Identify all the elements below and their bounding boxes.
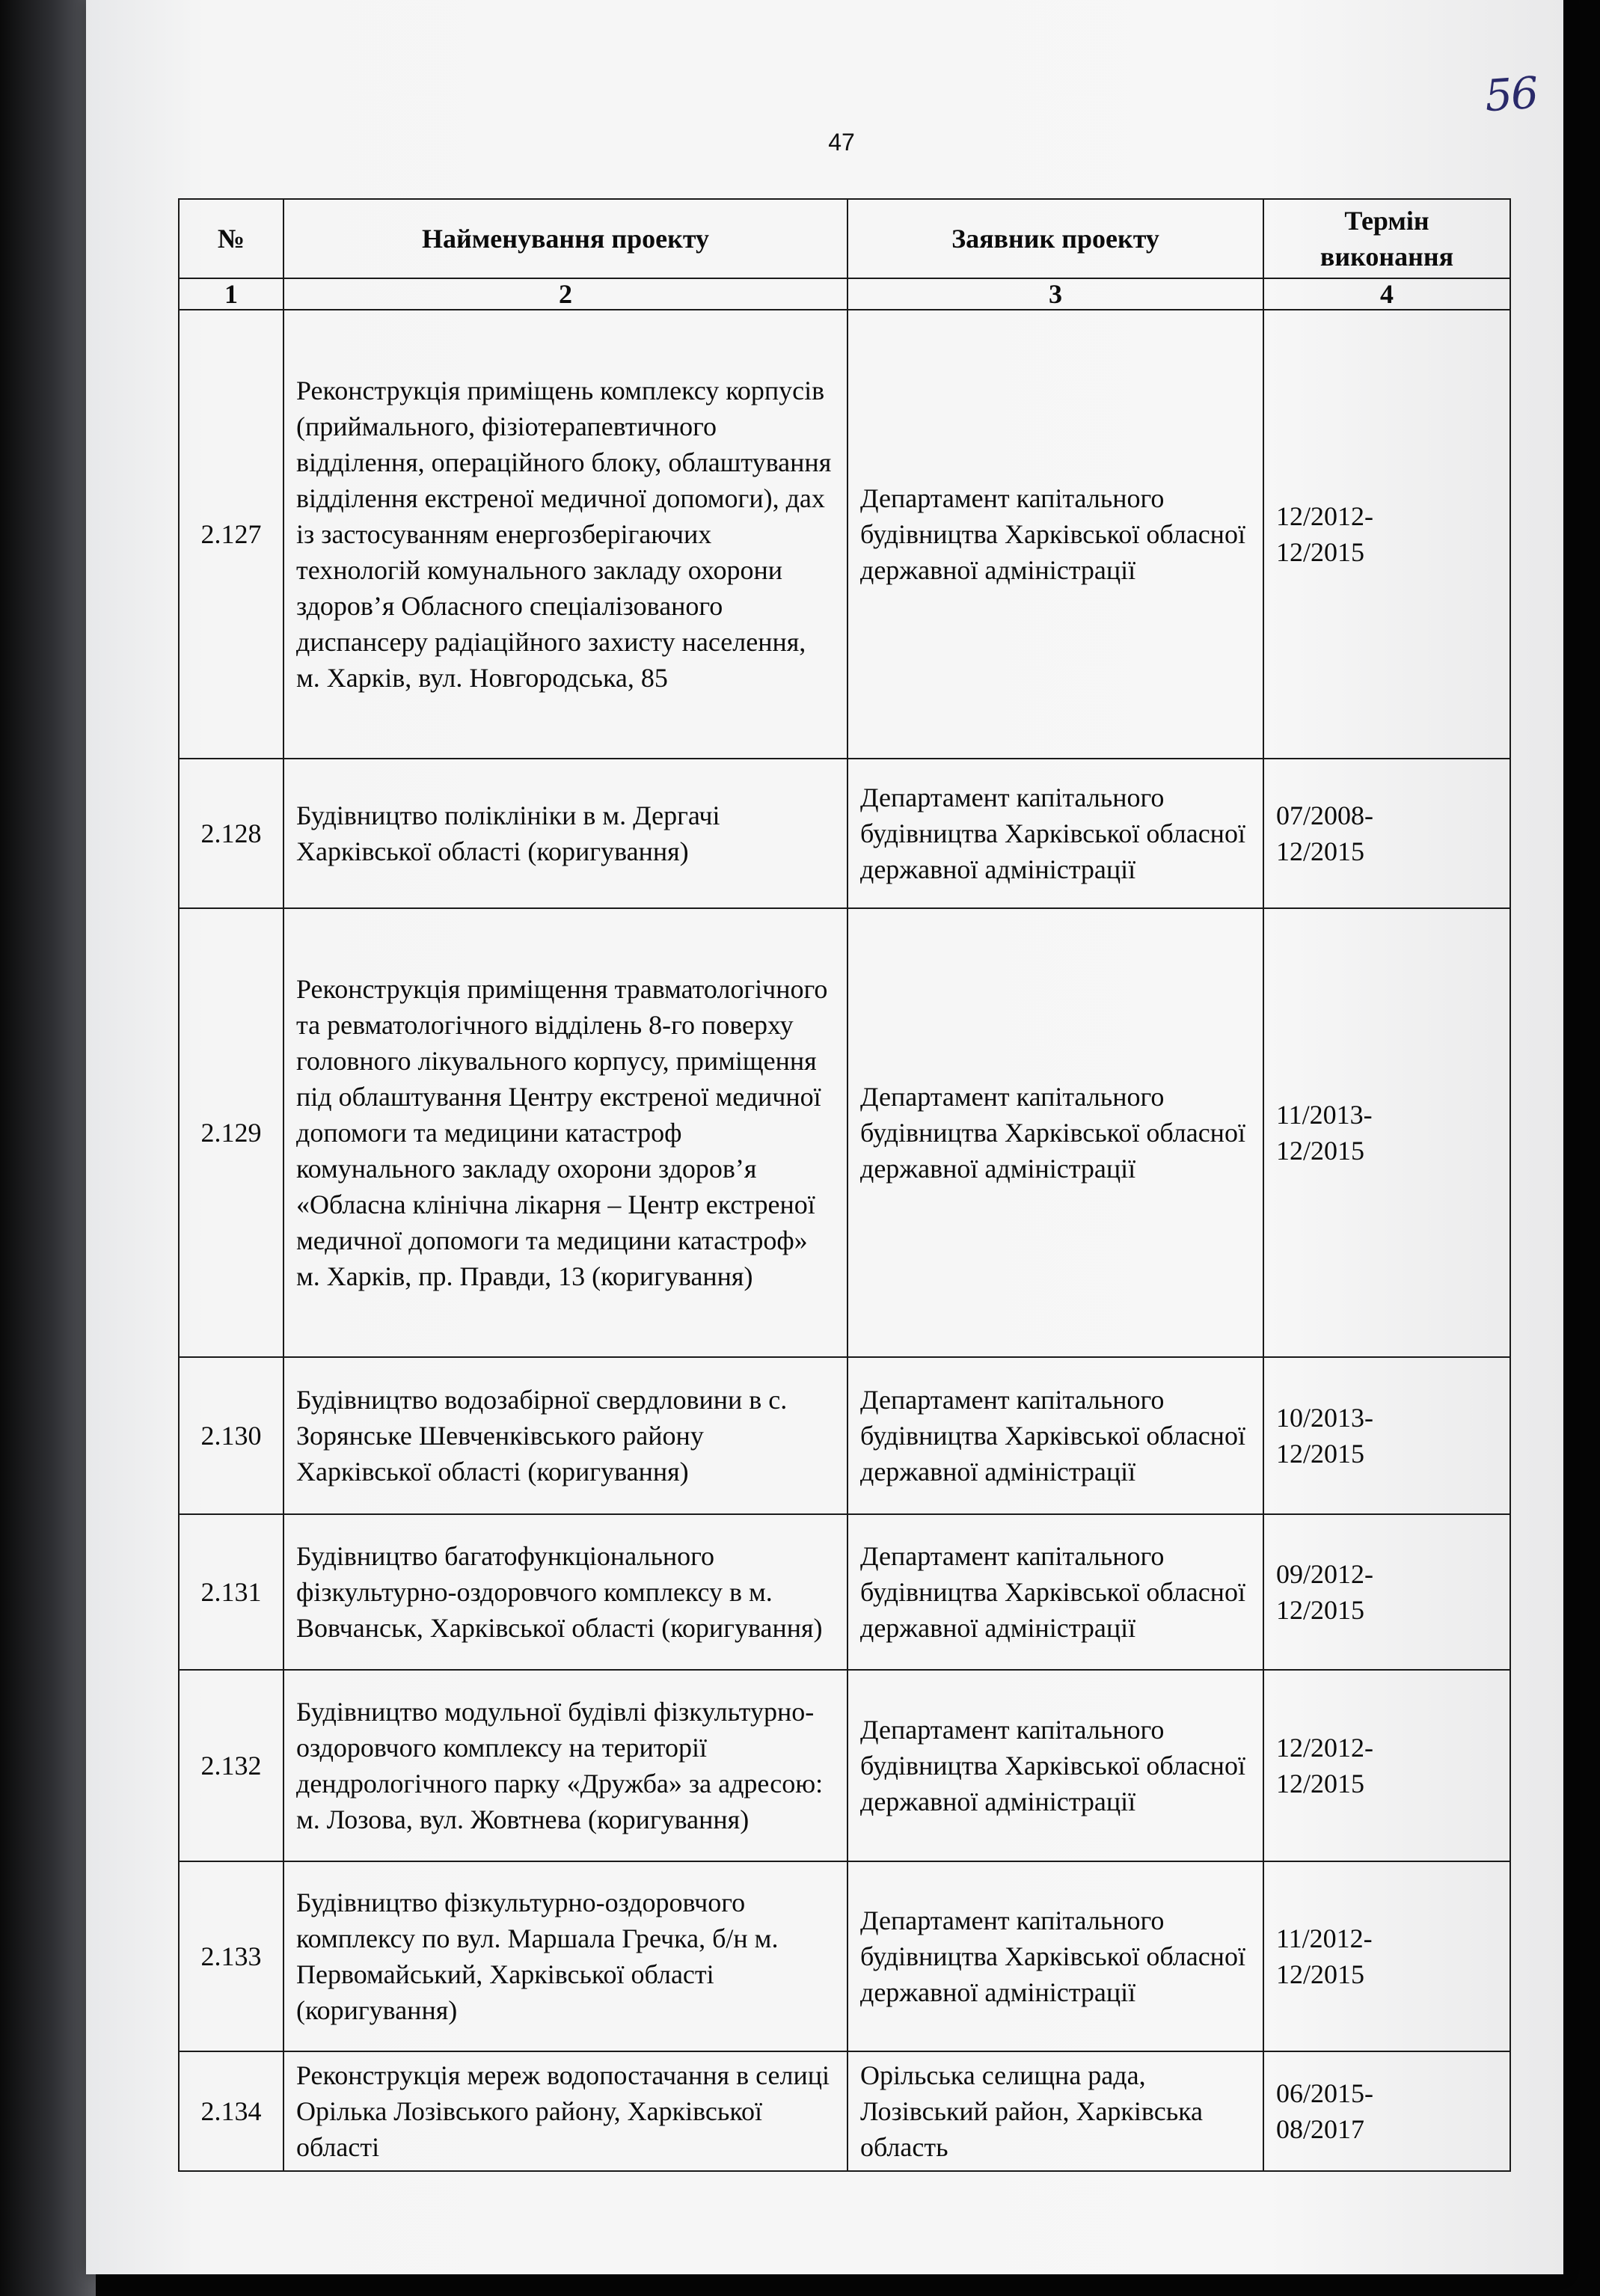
table-row — [179, 2051, 1510, 2171]
project-term — [1263, 759, 1510, 908]
table-row — [179, 1514, 1510, 1670]
project-name: Реконструкція приміщень комплексу корпусів (приймального, фізіотерапевтичного відділення, операційного блоку, облаштування відділення екстреної медичної допомоги), дах із застосуванням енергозберігаючих технологій комунального закладу охорони здоров’я Обласного спеціалізованого диспансеру радіаційного захисту населення, м. Харків, вул. Новгородська, 85 — [283, 310, 847, 759]
project-applicant: Департамент капітального будівництва Харківської обласної державної адміністрації — [847, 1357, 1263, 1514]
page-number: 47 — [828, 129, 855, 156]
column-index: 3 — [847, 278, 1263, 310]
row-number: 2.128 — [179, 759, 283, 908]
table-row — [179, 908, 1510, 1357]
book-binding-edge — [0, 0, 96, 2296]
project-name: Будівництво фізкультурно-оздоровчого комплексу по вул. Маршала Гречка, б/н м. Первомайський, Харківської області (коригування) — [283, 1861, 847, 2051]
table-row — [179, 1670, 1510, 1861]
project-term — [1263, 2051, 1510, 2171]
project-term — [1263, 1861, 1510, 2051]
project-applicant: Департамент капітального будівництва Харківської обласної державної адміністрації — [847, 908, 1263, 1357]
project-term — [1263, 908, 1510, 1357]
handwritten-archive-number: 56 — [1483, 67, 1539, 122]
project-name: Будівництво водозабірної свердловини в с. Зорянське Шевченківського району Харківської області (коригування) — [283, 1357, 847, 1514]
column-index: 2 — [283, 278, 847, 310]
term-text: 06/2015- 08/2017 — [1276, 2078, 1373, 2144]
project-applicant: Орільська селищна рада, Лозівський район, Харківська область — [847, 2051, 1263, 2171]
term-text: 11/2012- 12/2015 — [1276, 1923, 1373, 1989]
row-number: 2.129 — [179, 908, 283, 1357]
term-text: 07/2008- 12/2015 — [1276, 800, 1373, 866]
project-term — [1263, 1357, 1510, 1514]
row-number: 2.130 — [179, 1357, 283, 1514]
header-number: № — [179, 199, 283, 278]
header-term: Термін виконання — [1263, 199, 1510, 278]
project-name: Будівництво модульної будівлі фізкультурно-оздоровчого комплексу на території дендрологічного парку «Дружба» за адресою: м. Лозова, вул. Жовтнева (коригування) — [283, 1670, 847, 1861]
table-row — [179, 1357, 1510, 1514]
header-applicant: Заявник проекту — [847, 199, 1263, 278]
column-index-row — [179, 278, 1510, 310]
project-term — [1263, 310, 1510, 759]
row-number: 2.131 — [179, 1514, 283, 1670]
project-applicant: Департамент капітального будівництва Харківської обласної державної адміністрації — [847, 759, 1263, 908]
document-page — [86, 0, 1563, 2274]
project-name: Реконструкція приміщення травматологічного та ревматологічного відділень 8-го поверху головного лікувального корпусу, приміщення під облаштування Центру екстреної медичної допомоги та медицини катастроф комунального закладу охорони здоров’я «Обласна клінічна лікарня – Центр екстреної медичної допомоги та медицини катастроф» м. Харків, пр. Правди, 13 (коригування) — [283, 908, 847, 1357]
project-applicant: Департамент капітального будівництва Харківської обласної державної адміністрації — [847, 310, 1263, 759]
row-number: 2.127 — [179, 310, 283, 759]
table-row — [179, 310, 1510, 759]
row-number: 2.133 — [179, 1861, 283, 2051]
project-name: Реконструкція мереж водопостачання в селиці Орілька Лозівського району, Харківської області — [283, 2051, 847, 2171]
column-index: 1 — [179, 278, 283, 310]
table-header-row — [179, 199, 1510, 278]
term-text: 12/2012- 12/2015 — [1276, 501, 1373, 567]
term-text: 12/2012- 12/2015 — [1276, 1733, 1373, 1798]
header-project-name: Найменування проекту — [283, 199, 847, 278]
projects-table — [178, 198, 1511, 2172]
column-index: 4 — [1263, 278, 1510, 310]
project-applicant: Департамент капітального будівництва Харківської обласної державної адміністрації — [847, 1514, 1263, 1670]
project-applicant: Департамент капітального будівництва Харківської обласної державної адміністрації — [847, 1861, 1263, 2051]
project-name: Будівництво багатофункціонального фізкультурно-оздоровчого комплексу в м. Вовчанськ, Харківської області (коригування) — [283, 1514, 847, 1670]
term-text: 09/2012- 12/2015 — [1276, 1559, 1373, 1625]
project-term — [1263, 1514, 1510, 1670]
table-row — [179, 759, 1510, 908]
project-name: Будівництво поліклініки в м. Дергачі Харківської області (коригування) — [283, 759, 847, 908]
row-number: 2.132 — [179, 1670, 283, 1861]
term-text: 10/2013- 12/2015 — [1276, 1403, 1373, 1469]
table-row — [179, 1861, 1510, 2051]
term-text: 11/2013- 12/2015 — [1276, 1100, 1373, 1166]
project-applicant: Департамент капітального будівництва Харківської обласної державної адміністрації — [847, 1670, 1263, 1861]
project-term — [1263, 1670, 1510, 1861]
row-number: 2.134 — [179, 2051, 283, 2171]
